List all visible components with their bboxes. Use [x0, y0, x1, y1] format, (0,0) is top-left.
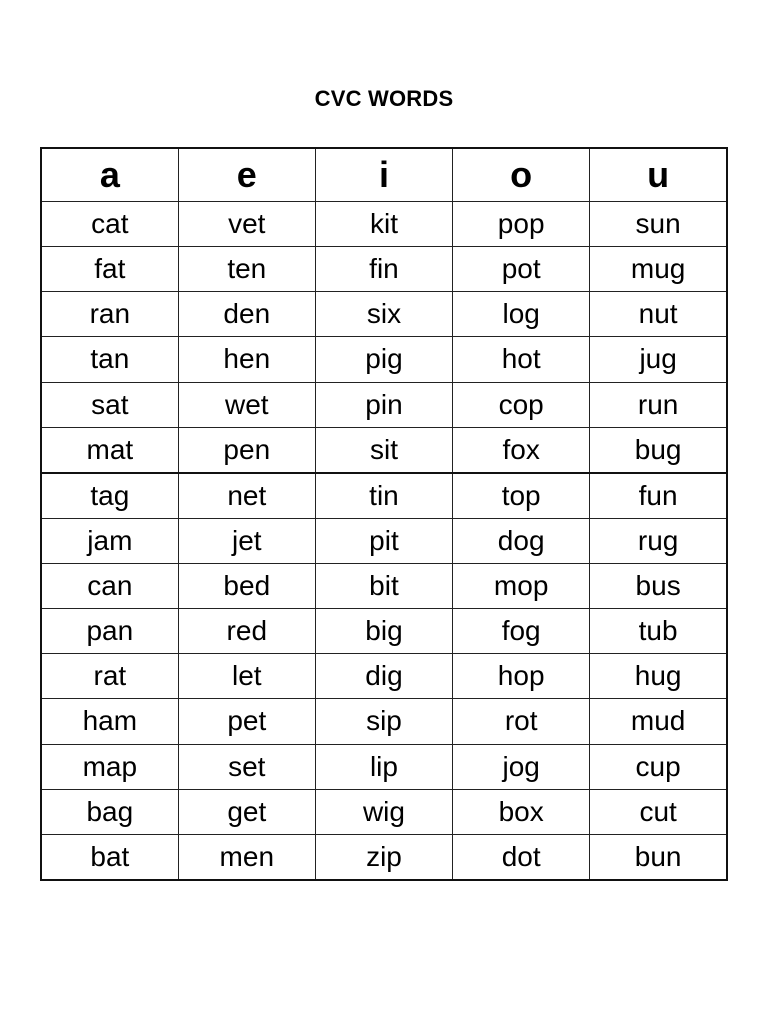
word-cell-o: jog: [453, 744, 590, 789]
word-cell-e: net: [178, 473, 315, 519]
word-cell-i: bit: [315, 564, 452, 609]
word-cell-a: can: [41, 564, 178, 609]
word-cell-o: fox: [453, 427, 590, 473]
vowel-header-i: i: [315, 148, 452, 202]
word-cell-u: nut: [590, 292, 727, 337]
table-row: [41, 247, 727, 292]
word-cell-u: fun: [590, 473, 727, 519]
word-cell-i: lip: [315, 744, 452, 789]
word-cell-i: wig: [315, 789, 452, 834]
word-cell-e: wet: [178, 382, 315, 427]
word-cell-a: jam: [41, 518, 178, 563]
word-cell-e: ten: [178, 247, 315, 292]
table-row: [41, 654, 727, 699]
word-cell-i: fin: [315, 247, 452, 292]
word-cell-o: box: [453, 789, 590, 834]
word-cell-e: pet: [178, 699, 315, 744]
word-cell-u: bus: [590, 564, 727, 609]
table-row: [41, 744, 727, 789]
word-cell-a: ham: [41, 699, 178, 744]
word-cell-u: jug: [590, 337, 727, 382]
word-cell-o: pop: [453, 202, 590, 247]
word-cell-e: vet: [178, 202, 315, 247]
word-cell-o: log: [453, 292, 590, 337]
word-cell-i: tin: [315, 473, 452, 519]
word-cell-o: hop: [453, 654, 590, 699]
word-cell-a: ran: [41, 292, 178, 337]
table-row: [41, 564, 727, 609]
word-cell-i: kit: [315, 202, 452, 247]
word-cell-u: bug: [590, 427, 727, 473]
word-cell-o: top: [453, 473, 590, 519]
word-cell-a: tag: [41, 473, 178, 519]
word-cell-i: six: [315, 292, 452, 337]
table-row: [41, 473, 727, 519]
word-cell-u: sun: [590, 202, 727, 247]
word-cell-e: get: [178, 789, 315, 834]
word-cell-u: rug: [590, 518, 727, 563]
word-cell-o: rot: [453, 699, 590, 744]
word-cell-e: let: [178, 654, 315, 699]
word-cell-i: pig: [315, 337, 452, 382]
word-cell-e: bed: [178, 564, 315, 609]
word-cell-u: cut: [590, 789, 727, 834]
word-cell-o: pot: [453, 247, 590, 292]
word-cell-u: mud: [590, 699, 727, 744]
word-cell-u: bun: [590, 834, 727, 880]
word-cell-a: bat: [41, 834, 178, 880]
word-cell-u: cup: [590, 744, 727, 789]
word-cell-e: jet: [178, 518, 315, 563]
table-row: [41, 699, 727, 744]
word-cell-u: mug: [590, 247, 727, 292]
word-cell-a: sat: [41, 382, 178, 427]
table-row: [41, 834, 727, 880]
word-cell-o: dot: [453, 834, 590, 880]
table-row: [41, 427, 727, 473]
word-cell-i: big: [315, 609, 452, 654]
word-cell-a: fat: [41, 247, 178, 292]
table-row: [41, 202, 727, 247]
word-cell-e: set: [178, 744, 315, 789]
word-cell-a: tan: [41, 337, 178, 382]
table-row: [41, 382, 727, 427]
word-cell-u: hug: [590, 654, 727, 699]
table-row: [41, 337, 727, 382]
word-rows: [41, 202, 727, 881]
word-cell-e: pen: [178, 427, 315, 473]
word-cell-u: tub: [590, 609, 727, 654]
word-cell-i: zip: [315, 834, 452, 880]
word-cell-o: dog: [453, 518, 590, 563]
word-cell-u: run: [590, 382, 727, 427]
word-cell-a: rat: [41, 654, 178, 699]
word-cell-a: cat: [41, 202, 178, 247]
word-cell-a: pan: [41, 609, 178, 654]
word-cell-o: fog: [453, 609, 590, 654]
word-cell-i: pin: [315, 382, 452, 427]
vowel-header-e: e: [178, 148, 315, 202]
word-cell-i: sip: [315, 699, 452, 744]
word-cell-o: hot: [453, 337, 590, 382]
word-cell-a: mat: [41, 427, 178, 473]
table-row: [41, 518, 727, 563]
word-cell-o: cop: [453, 382, 590, 427]
table-row: [41, 609, 727, 654]
page-title: CVC WORDS: [314, 86, 454, 111]
word-cell-e: den: [178, 292, 315, 337]
table-row: [41, 292, 727, 337]
word-cell-i: dig: [315, 654, 452, 699]
vowel-header-o: o: [453, 148, 590, 202]
word-cell-i: pit: [315, 518, 452, 563]
word-cell-e: red: [178, 609, 315, 654]
word-cell-a: map: [41, 744, 178, 789]
vowel-header-a: a: [41, 148, 178, 202]
word-cell-i: sit: [315, 427, 452, 473]
word-cell-a: bag: [41, 789, 178, 834]
table-row: [41, 789, 727, 834]
word-cell-e: hen: [178, 337, 315, 382]
vowel-header-u: u: [590, 148, 727, 202]
cvc-word-table: [40, 147, 728, 881]
word-cell-o: mop: [453, 564, 590, 609]
word-cell-e: men: [178, 834, 315, 880]
header-row: [41, 148, 727, 202]
